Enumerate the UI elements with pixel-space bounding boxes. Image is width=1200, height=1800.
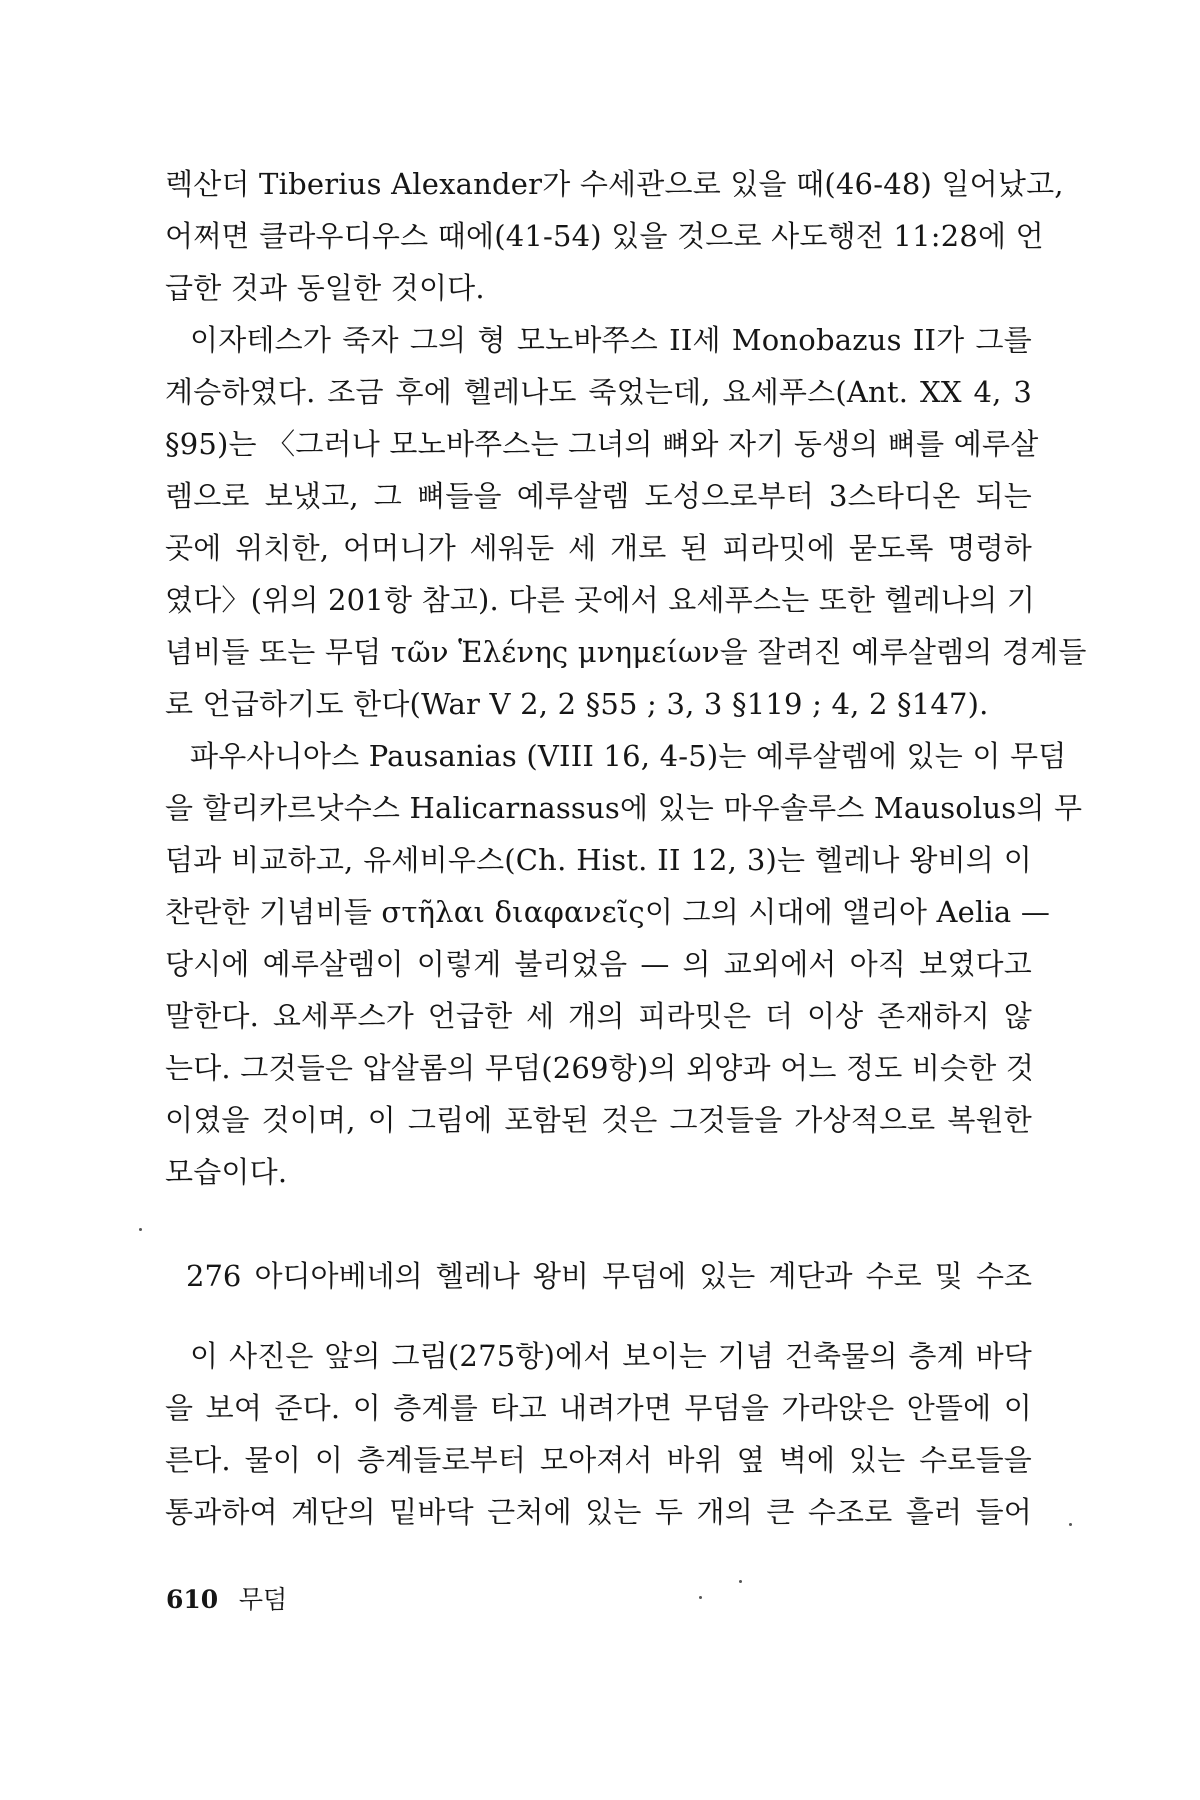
body-line: 모습이다. xyxy=(165,1155,288,1189)
body-line: 였다〉(위의 201항 참고). 다른 곳에서 요세푸스는 또한 헬레나의 기 xyxy=(165,583,1036,617)
section-line: 이 사진은 앞의 그림(275항)에서 보이는 기념 건축물의 층계 바닥 xyxy=(190,1339,1032,1373)
body-line: 렘으로 보냈고, 그 뼈들을 예루살렘 도성으로부터 3스타디온 되는 xyxy=(165,479,1032,513)
scan-speck xyxy=(739,1580,742,1583)
body-line: 급한 것과 동일한 것이다. xyxy=(165,271,485,305)
body-line: 념비들 또는 무덤 τῶν Ἑλένης μνημείων을 잘려진 예루살렘의 경계들 xyxy=(165,635,1087,669)
running-title: 무덤 xyxy=(238,1585,288,1614)
body-line: 는다. 그것들은 압살롬의 무덤(269항)의 외양과 어느 정도 비슷한 것 xyxy=(165,1051,1035,1085)
body-line: 찬란한 기념비들 στῆλαι διαφανεῖς이 그의 시대에 앨리아 Aelia — xyxy=(165,895,1051,929)
page-number: 610 xyxy=(166,1585,219,1614)
section-line: 른다. 물이 이 층계들로부터 모아져서 바위 옆 벽에 있는 수로들을 xyxy=(165,1443,1032,1477)
body-line: 어쩌면 클라우디우스 때에(41-54) 있을 것으로 사도행전 11:28에 언 xyxy=(165,219,1044,253)
body-line: 말한다. 요세푸스가 언급한 세 개의 피라밋은 더 이상 존재하지 않 xyxy=(165,999,1032,1033)
body-line: 당시에 예루살렘이 이렇게 불리었음 — 의 교외에서 아직 보였다고 xyxy=(165,947,1032,981)
body-line: 계승하였다. 조금 후에 헬레나도 죽었는데, 요세푸스(Ant. XX 4, 3 xyxy=(165,375,1032,409)
body-line: §95)는 〈그러나 모노바쭈스는 그녀의 뼈와 자기 동생의 뼈를 예루살 xyxy=(165,427,1039,461)
body-line: 을 할리카르낫수스 Halicarnassus에 있는 마우솔루스 Mausolus의 무 xyxy=(165,791,1083,825)
body-line: 곳에 위치한, 어머니가 세워둔 세 개로 된 피라밋에 묻도록 명령하 xyxy=(165,531,1032,565)
scan-speck xyxy=(139,1228,142,1231)
page-footer xyxy=(166,1580,287,1616)
section-line: 을 보여 준다. 이 층계를 타고 내려가면 무덤을 가라앉은 안뜰에 이 xyxy=(165,1391,1032,1425)
body-line: 이자테스가 죽자 그의 형 모노바쭈스 II세 Monobazus II가 그를 xyxy=(190,323,1032,357)
body-line: 로 언급하기도 한다(War V 2, 2 §55 ; 3, 3 §119 ; 4, 2 §147). xyxy=(165,687,989,721)
body-line: 렉산더 Tiberius Alexander가 수세관으로 있을 때(46-48) 일어났고, xyxy=(165,167,1064,201)
body-line: 이였을 것이며, 이 그림에 포함된 것은 그것들을 가상적으로 복원한 xyxy=(165,1103,1032,1137)
body-line: 덤과 비교하고, 유세비우스(Ch. Hist. II 12, 3)는 헬레나 왕비의 이 xyxy=(165,843,1032,877)
section-line: 통과하여 계단의 밑바닥 근처에 있는 두 개의 큰 수조로 흘러 들어 xyxy=(165,1495,1032,1529)
section-heading: 276 아디아베네의 헬레나 왕비 무덤에 있는 계단과 수로 및 수조 xyxy=(186,1259,1032,1293)
scan-speck xyxy=(699,1596,702,1599)
scan-speck xyxy=(1069,1523,1072,1526)
body-line: 파우사니아스 Pausanias (VIII 16, 4-5)는 예루살렘에 있는 이 무덤 xyxy=(190,739,1067,773)
